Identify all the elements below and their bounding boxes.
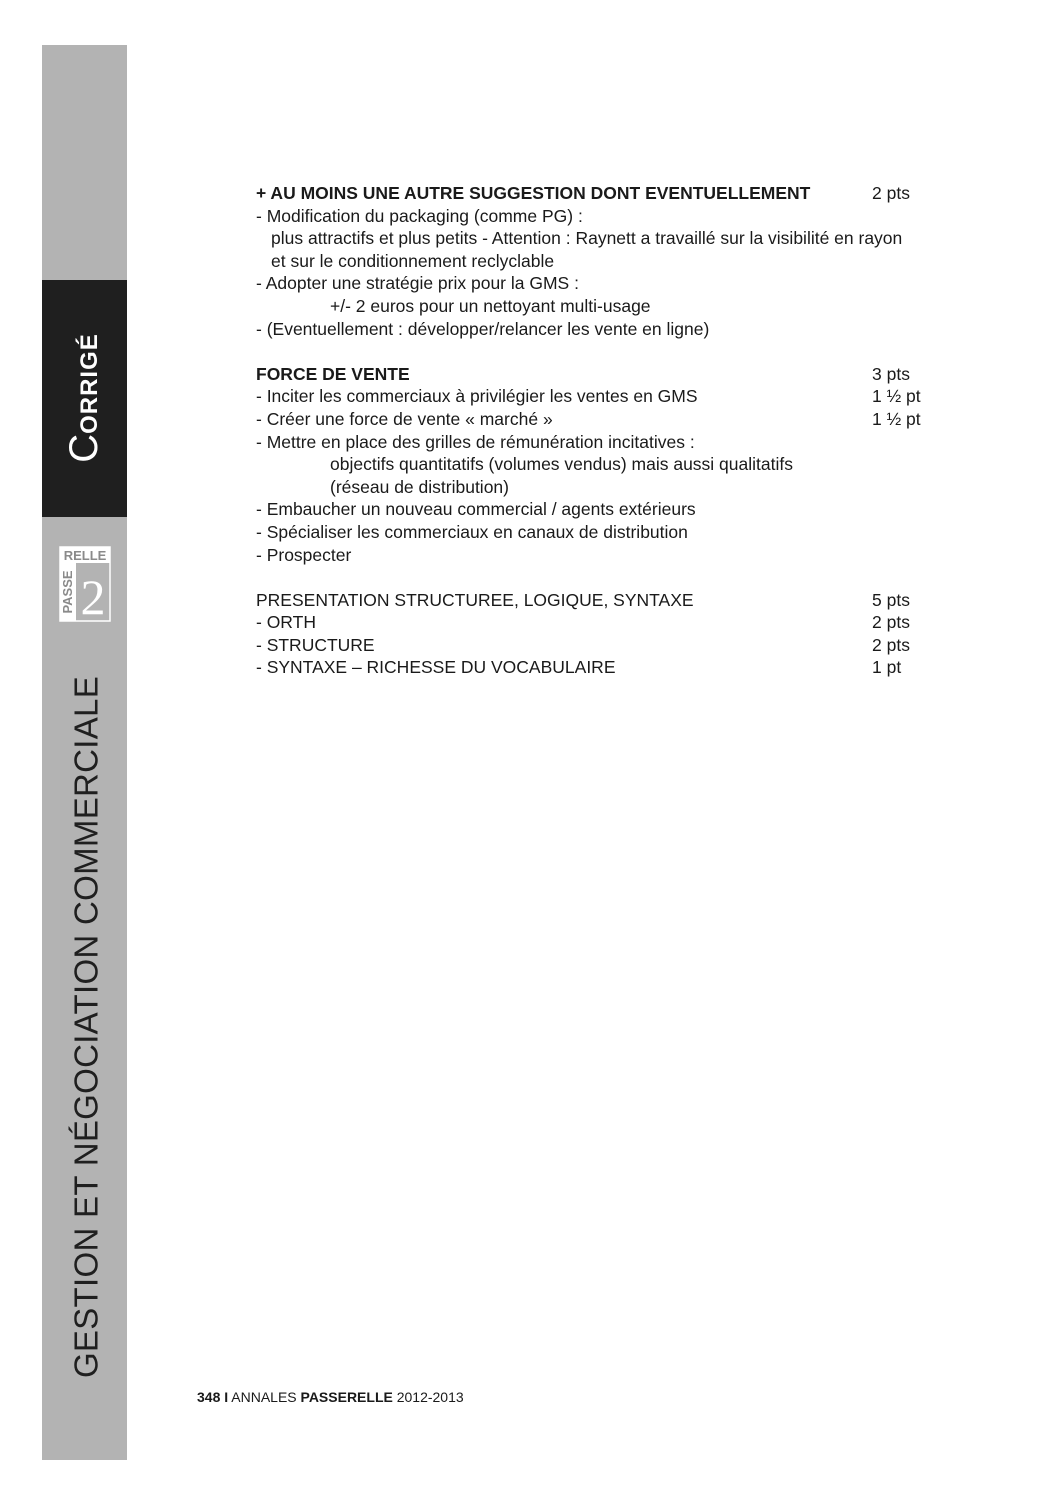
force-item-6: - Prospecter — [256, 544, 352, 565]
suggestion-points: 2 pts — [872, 183, 910, 203]
presentation-item-3: - SYNTAXE – RICHESSE DU VOCABULAIRE — [256, 657, 616, 678]
corrige-initial: C — [62, 433, 106, 463]
footer-annales: ANNALES — [231, 1389, 297, 1405]
passerelle-logo — [59, 546, 111, 622]
force-item-3-detail: objectifs quantitatifs (volumes vendus) mais aussi qualitatifs — [330, 454, 793, 475]
presentation-item-1-points: 2 pts — [872, 612, 910, 633]
force-item-5: - Spécialiser les commerciaux en canaux de distribution — [256, 521, 688, 542]
presentation-item-2-points: 2 pts — [872, 634, 910, 655]
force-item-1-points: 1 ½ pt — [872, 386, 921, 407]
suggestion-item-2: - Adopter une stratégie prix pour la GMS : — [256, 273, 579, 294]
correction-content — [256, 182, 956, 679]
presentation-item-2-row — [256, 634, 956, 657]
force-heading-row — [256, 363, 956, 386]
footer-passerelle: PASSERELLE — [300, 1389, 393, 1405]
presentation-points: 5 pts — [872, 589, 910, 610]
logo-number: 2 — [80, 569, 106, 622]
force-item-1: - Inciter les commerciaux à privilégier les ventes en GMS — [256, 386, 698, 407]
presentation-heading-row — [256, 589, 956, 612]
force-item-2: - Créer une force de vente « marché » — [256, 408, 553, 429]
page-footer — [197, 1389, 464, 1405]
corrige-label — [64, 333, 104, 463]
subject-title: GESTION ET NÉGOCIATION COMMERCIALE — [67, 675, 105, 1379]
logo-top-text: RELLE — [63, 548, 107, 563]
logo-side-text: PASSE — [60, 570, 75, 614]
presentation-item-1: - ORTH — [256, 612, 316, 633]
presentation-heading: PRESENTATION STRUCTUREE, LOGIQUE, SYNTAXE — [256, 589, 694, 610]
force-points: 3 pts — [872, 363, 910, 384]
suggestion-item-1-detail-2: et sur le conditionnement reclyclable — [271, 250, 555, 271]
suggestion-item-1: - Modification du packaging (comme PG) : — [256, 205, 583, 226]
footer-years: 2012-2013 — [396, 1389, 464, 1405]
presentation-item-3-row — [256, 656, 956, 679]
suggestion-item-3: - (Eventuellement : développer/relancer les vente en ligne) — [256, 318, 710, 339]
presentation-item-3-points: 1 pt — [872, 657, 902, 678]
corrige-rest: ORRIGÉ — [76, 333, 103, 434]
force-heading: FORCE DE VENTE — [256, 363, 410, 384]
force-item-3-detail-2: (réseau de distribution) — [330, 476, 509, 497]
force-item-1-row — [256, 385, 956, 408]
force-item-3: - Mettre en place des grilles de rémunération incitatives : — [256, 431, 695, 452]
suggestion-item-1-detail: plus attractifs et plus petits - Attention : Raynett a travaillé sur la visibilité en rayon — [271, 228, 903, 249]
page-number: 348 I — [197, 1389, 229, 1405]
force-item-2-row — [256, 408, 956, 431]
force-item-2-points: 1 ½ pt — [872, 408, 921, 429]
suggestion-item-2-detail: +/- 2 euros pour un nettoyant multi-usage — [330, 295, 651, 316]
presentation-item-1-row — [256, 611, 956, 634]
suggestion-heading-row — [256, 182, 956, 205]
presentation-item-2: - STRUCTURE — [256, 634, 375, 655]
force-item-4: - Embaucher un nouveau commercial / agents extérieurs — [256, 499, 696, 520]
suggestion-heading: + AU MOINS UNE AUTRE SUGGESTION DONT EVENTUELLEMENT — [256, 183, 811, 203]
